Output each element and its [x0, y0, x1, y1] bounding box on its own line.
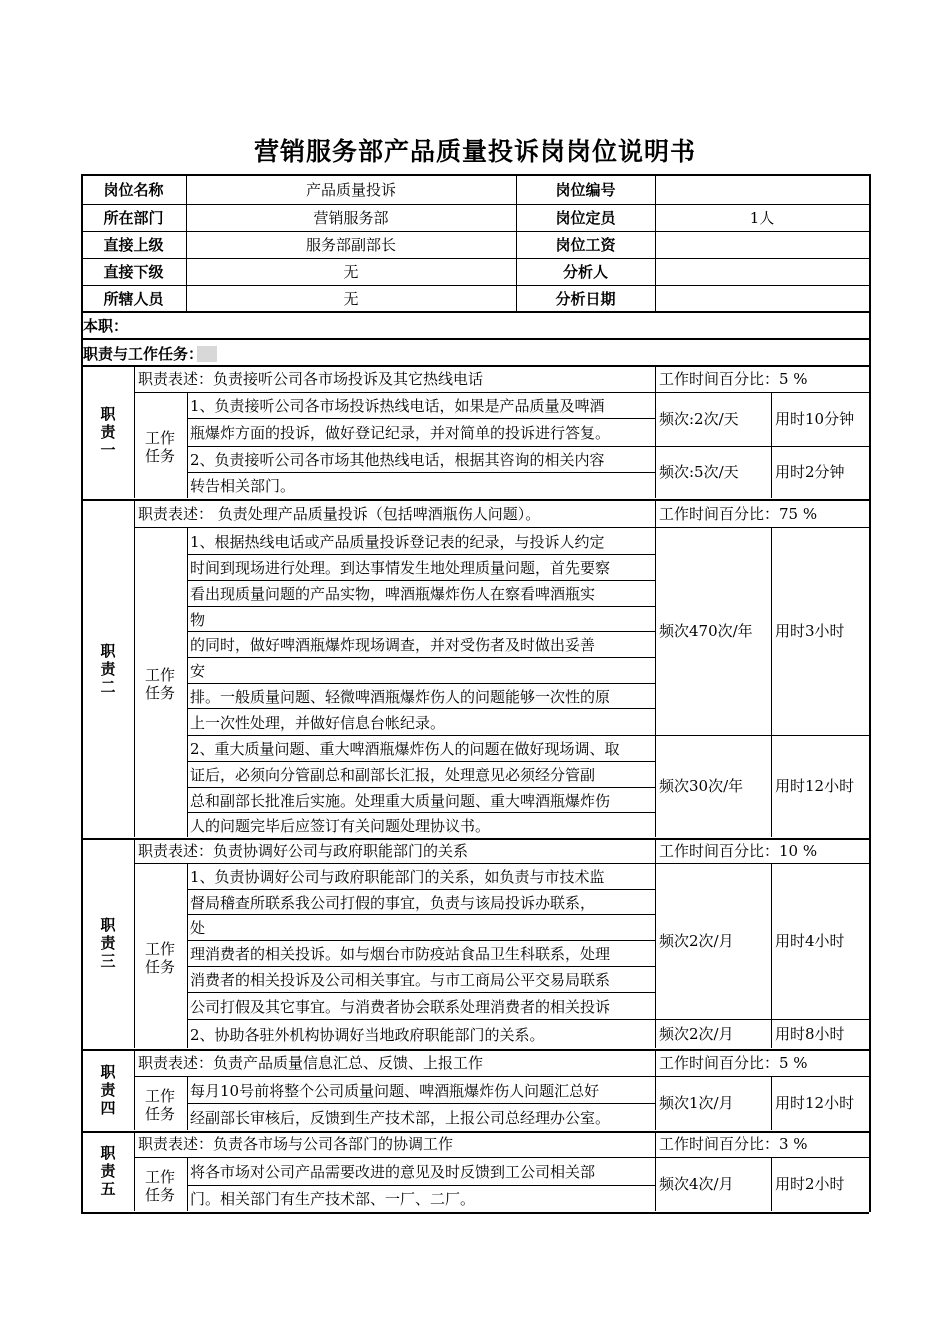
table-rule: [187, 1019, 869, 1020]
table-rule: [81, 285, 869, 286]
task-text: 1、负责接听公司各市场投诉热线电话，如果是产品质量及啤酒: [190, 397, 605, 415]
task-frequency: 频次4次/月: [659, 1175, 734, 1193]
field-value: 服务部副部长: [305, 235, 396, 254]
field-value: 无: [343, 262, 359, 281]
time-percent: 工作时间百分比：5 %: [659, 370, 808, 388]
table-rule: [187, 1076, 188, 1130]
task-text: 2、协助各驻外机构协调好当地政府职能部门的关系。: [190, 1025, 545, 1044]
task-text: 2、负责接听公司各市场其他热线电话，根据其咨询的相关内容: [190, 451, 605, 469]
field-value: 无: [343, 289, 359, 308]
field-label: 岗位定员: [555, 208, 616, 227]
task-text: 时间到现场进行处理。到达事情发生地处理质量问题，首先要察: [190, 559, 611, 577]
task-duration: 用时12小时: [775, 1094, 855, 1112]
table-rule: [869, 174, 871, 1212]
field-label: 岗位工资: [555, 235, 616, 254]
table-rule: [655, 1049, 656, 1130]
table-rule: [187, 863, 188, 1048]
duties-label: 职责与工作任务：: [83, 345, 204, 363]
time-percent: 工作时间百分比：3 %: [659, 1135, 808, 1153]
duty-label: 职 责 一: [100, 405, 116, 459]
table-rule: [81, 311, 869, 313]
field-label: 所在部门: [103, 208, 164, 227]
task-text: 排。一般质量问题、轻微啤酒瓶爆炸伤人的问题能够一次性的原: [190, 687, 611, 706]
table-rule: [134, 500, 135, 837]
task-text: 瓶爆炸方面的投诉，做好登记纪录，并对简单的投诉进行答复。: [190, 424, 611, 442]
field-value: 营销服务部: [313, 208, 389, 227]
table-rule: [187, 527, 188, 837]
table-rule: [81, 204, 869, 205]
task-frequency: 频次2次/月: [659, 1024, 734, 1043]
table-rule: [187, 657, 655, 658]
field-label: 分析日期: [555, 289, 616, 308]
work-task-label: 工作 任务: [144, 939, 175, 976]
table-rule: [81, 231, 869, 232]
task-text: 1、根据热线电话或产品质量投诉登记表的纪录，与投诉人约定: [190, 532, 605, 551]
task-text: 经副部长审核后，反馈到生产技术部，上报公司总经理办公室。: [190, 1108, 611, 1127]
task-duration: 用时2分钟: [775, 463, 845, 481]
table-rule: [655, 366, 656, 498]
table-rule: [655, 174, 656, 312]
table-rule: [771, 1076, 772, 1130]
page-title: 营销服务部产品质量投诉岗岗位说明书: [253, 137, 696, 166]
table-rule: [81, 174, 870, 176]
task-text: 的同时，做好啤酒瓶爆炸现场调查，并对受伤者及时做出妥善: [190, 636, 596, 654]
table-rule: [134, 1049, 135, 1130]
field-label: 岗位名称: [103, 180, 164, 199]
table-rule: [187, 708, 655, 709]
time-percent: 工作时间百分比：5 %: [659, 1053, 808, 1072]
table-rule: [187, 889, 655, 890]
task-duration: 用时10分钟: [775, 410, 855, 428]
table-rule: [655, 500, 656, 837]
task-text: 总和副部长批准后实施。处理重大质量问题、重大啤酒瓶爆炸伤: [190, 791, 611, 810]
table-rule: [186, 174, 187, 312]
field-label: 分析人: [562, 262, 608, 281]
table-rule: [187, 554, 655, 555]
task-duration: 用时4小时: [775, 932, 845, 950]
table-rule: [187, 1157, 188, 1211]
duty-label: 职 责 四: [100, 1062, 116, 1117]
table-rule: [187, 992, 655, 993]
table-rule: [655, 838, 656, 1048]
table-rule: [134, 1157, 869, 1158]
task-text: 物: [190, 610, 206, 629]
field-value: 1人: [749, 208, 775, 227]
time-percent: 工作时间百分比：75 %: [659, 504, 818, 523]
table-rule: [81, 258, 869, 259]
task-duration: 用时3小时: [775, 622, 845, 640]
work-task-label: 工作 任务: [144, 1168, 175, 1204]
time-percent: 工作时间百分比：10 %: [659, 841, 818, 860]
table-rule: [187, 914, 655, 915]
table-rule: [134, 1131, 135, 1211]
task-text: 理消费者的相关投诉。如与烟台市防疫站食品卫生科联系，处理: [190, 945, 611, 963]
table-rule: [134, 838, 135, 1048]
table-rule: [187, 966, 655, 967]
table-rule: [187, 1103, 655, 1104]
task-frequency: 频次:2次/天: [659, 410, 739, 428]
task-text: 门。相关部门有生产技术部、一厂、二厂。: [190, 1190, 476, 1208]
table-rule: [655, 1131, 656, 1211]
table-rule: [771, 392, 772, 498]
field-label: 所辖人员: [103, 289, 164, 308]
duty-label: 职 责 五: [100, 1144, 116, 1198]
task-text: 处: [190, 919, 206, 937]
table-rule: [187, 761, 655, 762]
task-frequency: 频次:5次/天: [659, 463, 739, 481]
table-rule: [187, 472, 655, 473]
table-rule: [187, 787, 655, 788]
task-text: 每月10号前将整个公司质量问题、啤酒瓶爆炸伤人问题汇总好: [190, 1081, 600, 1100]
table-rule: [187, 1185, 655, 1186]
task-text: 看出现质量问题的产品实物，啤酒瓶爆炸伤人在察看啤酒瓶实: [190, 585, 596, 603]
duty-statement: 职责表述：负责各市场与公司各部门的协调工作: [138, 1135, 454, 1153]
task-text: 上一次性处理，并做好信息台帐纪录。: [190, 713, 446, 732]
table-rule: [81, 338, 869, 340]
table-rule: [516, 174, 517, 312]
task-text: 证后，必须向分管副总和副部长汇报，处理意见必须经分管副: [190, 766, 596, 784]
table-rule: [187, 940, 655, 941]
work-task-label: 工作 任务: [144, 429, 175, 465]
work-task-label: 工作 任务: [144, 1087, 175, 1123]
task-duration: 用时12小时: [775, 777, 855, 795]
task-text: 安: [190, 662, 206, 680]
task-text: 公司打假及其它事宜。与消费者协会联系处理消费者的相关投诉: [190, 997, 611, 1016]
task-frequency: 频次2次/月: [659, 932, 734, 950]
task-duration: 用时8小时: [775, 1024, 845, 1043]
duty-statement: 职责表述：负责接听公司各市场投诉及其它热线电话: [138, 370, 484, 388]
table-rule: [187, 631, 655, 632]
task-text: 1、负责协调好公司与政府职能部门的关系，如负责与市技术监: [190, 868, 605, 886]
task-frequency: 频次470次/年: [659, 622, 753, 640]
table-rule: [771, 527, 772, 837]
table-rule: [187, 580, 655, 581]
task-frequency: 频次1次/月: [659, 1094, 734, 1112]
task-text: 人的问题完毕后应签订有关问题处理协议书。: [190, 816, 491, 835]
duty-statement: 职责表述：负责协调好公司与政府职能部门的关系: [138, 841, 469, 860]
table-rule: [187, 812, 655, 813]
table-rule: [134, 366, 135, 498]
duty-label: 职 责 二: [100, 641, 116, 696]
field-label: 岗位编号: [555, 180, 616, 199]
work-task-label: 工作 任务: [144, 666, 175, 702]
task-text: 消费者的相关投诉及公司相关事宜。与市工商局公平交易局联系: [190, 971, 611, 989]
task-frequency: 频次30次/年: [659, 777, 744, 795]
table-rule: [771, 863, 772, 1048]
field-label: 直接上级: [103, 235, 164, 254]
task-duration: 用时2小时: [775, 1175, 845, 1193]
task-text: 督局稽查所联系我公司打假的事宜，负责与该局投诉办联系，: [190, 893, 596, 912]
table-rule: [187, 392, 188, 498]
table-rule: [771, 1157, 772, 1211]
table-rule: [81, 1212, 869, 1214]
task-text: 2、重大质量问题、重大啤酒瓶爆炸伤人的问题在做好现场调、取: [190, 740, 620, 758]
duty-statement: 职责表述：负责产品质量信息汇总、反馈、上报工作: [138, 1053, 484, 1072]
table-rule: [187, 606, 655, 607]
task-text: 转告相关部门。: [190, 477, 296, 495]
task-text: 将各市场对公司产品需要改进的意见及时反馈到工公司相关部: [190, 1163, 596, 1181]
table-rule: [187, 683, 655, 684]
duty-statement: 职责表述： 负责处理产品质量投诉（包括啤酒瓶伤人问题）。: [138, 504, 541, 523]
field-value: 产品质量投诉: [305, 180, 396, 199]
table-rule: [187, 418, 655, 419]
duty-label: 职 责 三: [100, 916, 116, 970]
field-label: 直接下级: [103, 262, 164, 281]
benzhi-label: 本职：: [83, 317, 129, 335]
